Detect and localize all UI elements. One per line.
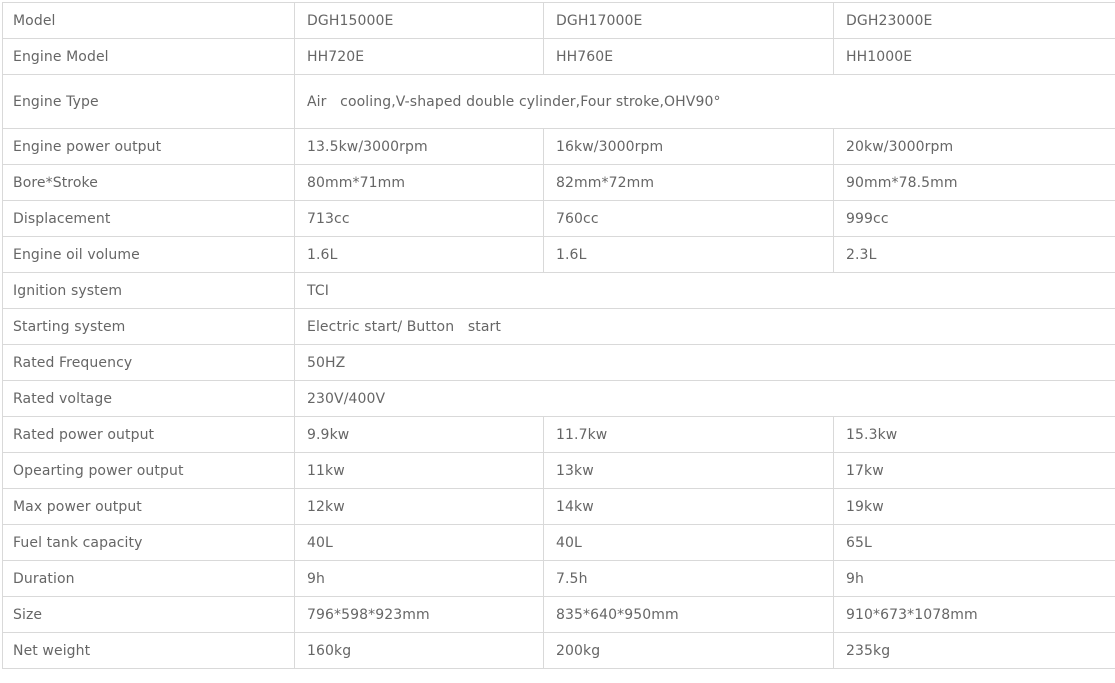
spec-value-cell: 40L xyxy=(295,525,544,561)
spec-value-cell: 9.9kw xyxy=(295,417,544,453)
table-row-rated-power-output xyxy=(3,417,1115,453)
table-row-fuel-tank-capacity xyxy=(3,525,1115,561)
spec-label-cell: Displacement xyxy=(3,201,295,237)
spec-value-cell: 760cc xyxy=(544,201,834,237)
spec-value-cell-span: 50HZ xyxy=(295,345,1115,381)
spec-value-cell: 1.6L xyxy=(295,237,544,273)
spec-value-cell-span: Electric start/ Button start xyxy=(295,309,1115,345)
spec-value-cell-span: Air cooling,V-shaped double cylinder,Four stroke,OHV90° xyxy=(295,75,1115,129)
spec-label-cell: Fuel tank capacity xyxy=(3,525,295,561)
spec-value-cell: 14kw xyxy=(544,489,834,525)
spec-value-cell-span: 230V/400V xyxy=(295,381,1115,417)
spec-label-cell: Engine Model xyxy=(3,39,295,75)
table-row-max-power-output xyxy=(3,489,1115,525)
table-row-model xyxy=(3,3,1115,39)
spec-value-cell: 11kw xyxy=(295,453,544,489)
spec-label-cell: Engine power output xyxy=(3,129,295,165)
spec-label-cell: Engine oil volume xyxy=(3,237,295,273)
spec-value-cell: 13kw xyxy=(544,453,834,489)
spec-value-cell: 9h xyxy=(295,561,544,597)
spec-value-cell: 40L xyxy=(544,525,834,561)
table-row-rated-voltage xyxy=(3,381,1115,417)
table-row-net-weight xyxy=(3,633,1115,669)
spec-value-cell: 11.7kw xyxy=(544,417,834,453)
spec-label-cell: Ignition system xyxy=(3,273,295,309)
spec-table xyxy=(2,2,1115,669)
table-row-engine-power-output xyxy=(3,129,1115,165)
spec-value-cell: 19kw xyxy=(834,489,1115,525)
spec-label-cell: Rated Frequency xyxy=(3,345,295,381)
table-row-displacement xyxy=(3,201,1115,237)
table-row-bore-stroke xyxy=(3,165,1115,201)
spec-value-cell: 835*640*950mm xyxy=(544,597,834,633)
spec-value-cell: HH760E xyxy=(544,39,834,75)
spec-value-cell: 20kw/3000rpm xyxy=(834,129,1115,165)
spec-value-cell: HH720E xyxy=(295,39,544,75)
table-row-rated-frequency xyxy=(3,345,1115,381)
spec-value-cell: DGH23000E xyxy=(834,3,1115,39)
table-row-engine-type xyxy=(3,75,1115,129)
table-row-ignition-system xyxy=(3,273,1115,309)
spec-label-cell: Opearting power output xyxy=(3,453,295,489)
spec-label-cell: Size xyxy=(3,597,295,633)
spec-value-cell: DGH17000E xyxy=(544,3,834,39)
spec-label-cell: Model xyxy=(3,3,295,39)
spec-label-cell: Duration xyxy=(3,561,295,597)
spec-value-cell: 910*673*1078mm xyxy=(834,597,1115,633)
spec-value-cell: HH1000E xyxy=(834,39,1115,75)
spec-label-cell: Rated power output xyxy=(3,417,295,453)
table-row-starting-system xyxy=(3,309,1115,345)
spec-value-cell: 12kw xyxy=(295,489,544,525)
spec-value-cell: 235kg xyxy=(834,633,1115,669)
spec-label-cell: Bore*Stroke xyxy=(3,165,295,201)
spec-value-cell: 82mm*72mm xyxy=(544,165,834,201)
spec-value-cell: 80mm*71mm xyxy=(295,165,544,201)
spec-value-cell: 1.6L xyxy=(544,237,834,273)
spec-label-cell: Rated voltage xyxy=(3,381,295,417)
spec-label-cell: Max power output xyxy=(3,489,295,525)
spec-value-cell: 713cc xyxy=(295,201,544,237)
table-row-duration xyxy=(3,561,1115,597)
spec-label-cell: Starting system xyxy=(3,309,295,345)
spec-label-cell: Engine Type xyxy=(3,75,295,129)
spec-value-cell: 15.3kw xyxy=(834,417,1115,453)
spec-value-cell: 65L xyxy=(834,525,1115,561)
spec-value-cell: 160kg xyxy=(295,633,544,669)
table-row-engine-model xyxy=(3,39,1115,75)
table-row-size xyxy=(3,597,1115,633)
spec-value-cell: 13.5kw/3000rpm xyxy=(295,129,544,165)
spec-value-cell: 9h xyxy=(834,561,1115,597)
spec-value-cell: 17kw xyxy=(834,453,1115,489)
spec-value-cell: 90mm*78.5mm xyxy=(834,165,1115,201)
spec-value-cell: 200kg xyxy=(544,633,834,669)
table-row-engine-oil-volume xyxy=(3,237,1115,273)
spec-value-cell: 16kw/3000rpm xyxy=(544,129,834,165)
spec-value-cell: DGH15000E xyxy=(295,3,544,39)
spec-label-cell: Net weight xyxy=(3,633,295,669)
table-row-operating-power-output xyxy=(3,453,1115,489)
spec-value-cell: 2.3L xyxy=(834,237,1115,273)
spec-value-cell: 7.5h xyxy=(544,561,834,597)
spec-value-cell-span: TCI xyxy=(295,273,1115,309)
spec-value-cell: 999cc xyxy=(834,201,1115,237)
spec-value-cell: 796*598*923mm xyxy=(295,597,544,633)
